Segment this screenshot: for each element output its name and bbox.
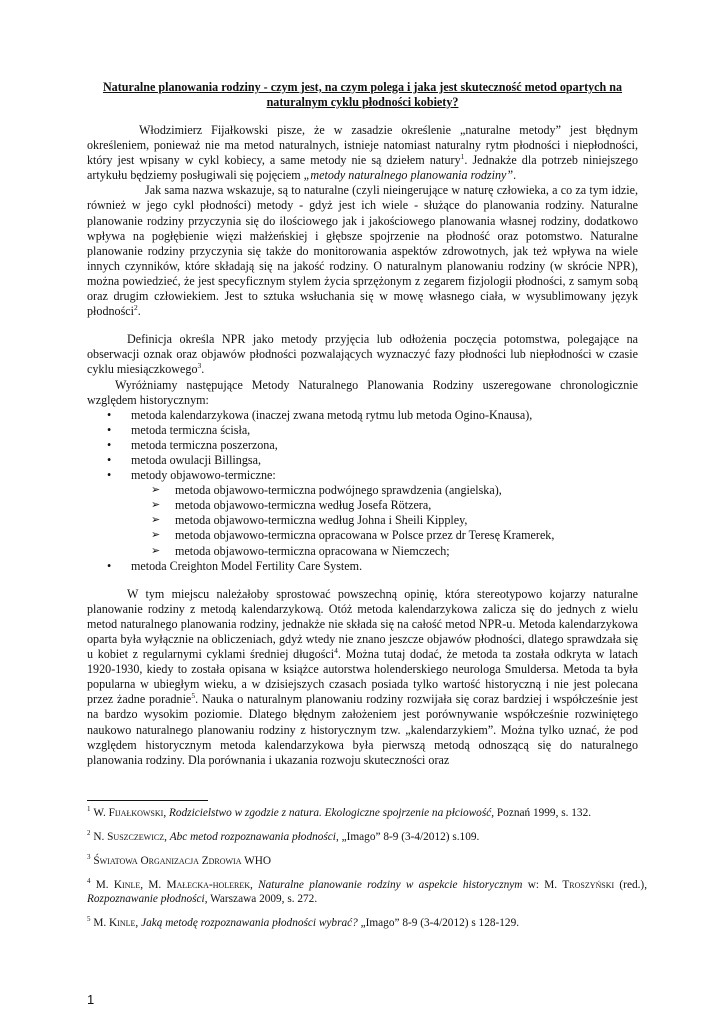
sub-list-item: ➢ metoda objawowo-termiczna według Josefa Rötzera, [151, 498, 432, 513]
footnote-ref-5[interactable]: 5 [191, 691, 196, 701]
sub-list-item: ➢ metoda objawowo-termiczna opracowana w Polsce przez dr Teresę Kramerek, [151, 528, 555, 543]
paragraph-3: Definicja określa NPR jako metody przyjęcia lub odłożenia poczęcia potomstwa, polegające na obserwacji oznak oraz objawów płodności pozwalających wyznaczyć fazy płodności lub niepłodności w czasie cyklu miesiączkowego$^3$. [87, 332, 638, 377]
page-number: 1 [87, 992, 95, 1007]
footnote-3: $^3$ Światowa Organizacja Zdrowia WHO [87, 853, 272, 867]
footnote-2: $^2$ N. Suszczewicz, Abc metod rozpoznawania płodności, „Imago” 8-9 (3-4/2012) s.109. [87, 829, 480, 843]
sub-list-item: ➢ metoda objawowo-termiczna opracowana w Niemczech; [151, 543, 450, 558]
arrow-icon: ➢ [151, 529, 161, 542]
footnote-4: $^4$ M. Kinle, M. Małecka-holerek, Naturalne planowanie rodziny w aspekcie historycznym w: M. Troszyński (red.), Rozpoznawanie płodności, Warszawa 2009, s. 272. [87, 877, 648, 905]
bullet-icon: • [107, 407, 112, 422]
footnote-5: $^5$ M. Kinle, Jaką metodę rozpoznawania płodności wybrać? „Imago” 8-9 (3-4/2012) s 128-129. [87, 915, 520, 929]
bullet-icon: • [107, 558, 112, 573]
document-body [87, 80, 638, 768]
paragraph-5: W tym miejscu należałoby sprostować powszechną opinię, która stereotypowo kojarzy naturalne planowanie rodziny z metodą kalendarzykową. Otóż metoda kalendarzykowa zalicza się do jednych z wielu metod naturalnego planowania rodziny, jednakże nie składa się na całość metod NPR-u. Metoda kalendarzykowa oparta była wyłącznie na obliczeniach, gdyż wtedy nie znano jeszcze objawów płodności, dlatego sprawdzała się u kobiet z regularnymi cyklami średniej długości$^4$. Można tutaj dodać, że metoda ta została odkryta w latach 1920-1930, kiedy to została opisana w książce autorstwa holenderskiego neurologa Smuldersa. Metoda ta była popularna w ubiegłym wieku, a w dzisiejszych czasach posiada tylko wartość historyczną i nie jest polecana przez żadne poradnie$^5$. Nauka o naturalnym planowaniu rodziny rozwijała się coraz bardziej i współcześnie jest na bardzo wysokim poziomie. Dlatego błędnym założeniem jest porównywanie współcześnie rozwiniętego naukowo naturalnego planowaniu rodziny z historycznym tzw. „kalendarzykiem”. Można tylko uznać, że pod względem historycznym metoda kalendarzykowa była pierwszą metodą odnoszącą się do naturalnego planowania rodziny. Dla porównania i ukazania rozwoju skuteczności oraz [87, 586, 639, 767]
bullet-icon: • [107, 437, 112, 452]
bullet-icon: • [107, 468, 112, 483]
footnote-1: $^1$ W. Fijałkowski, Rodzicielstwo w zgodzie z natura. Ekologiczne spojrzenie na płciowość, Poznań 1999, s. 132. [87, 805, 592, 819]
bullet-icon: • [107, 422, 112, 437]
arrow-icon: ➢ [151, 499, 161, 512]
sub-list-item: ➢ metoda objawowo-termiczna podwójnego sprawdzenia (angielska), [151, 483, 502, 498]
list-item: • metoda termiczna ścisła, [107, 422, 251, 437]
arrow-icon: ➢ [151, 484, 161, 497]
page-title: Naturalne planowania rodziny - czym jest, na czym polega i jaka jest skuteczność metod opartych na naturalnym cyklu płodności kobiety? [102, 80, 623, 109]
list-item: • metody objawowo-termiczne: [107, 468, 276, 483]
list-item: • metoda owulacji Billingsa, [107, 452, 261, 467]
paragraph-2: Jak sama nazwa wskazuje, są to naturalne (czyli nieingerujące w naturę człowieka, a co za tym idzie, również w jego cykl płodności) metody - gdyż jest ich wiele - służące do planowania rodziny. Naturalne planowanie rodziny przyczynia się do ilościowego jak i jakościowego planowania własnej rodziny, dodatkowo wpływa na pogłębienie więzi małżeńskiej i głębsze spojrzenie na płodność oraz potomstwo. Naturalne planowanie rodziny przyczynia się także do monitorowania aspektów zdrowotnych, jak też wpływa na wiele innych czynników, które składają się na jakość rodziny. O naturalnym planowaniu rodziny (w skrócie NPR), można powiedzieć, że jest specyficznym stylem życia sprzężonym z zegarem fizjologii płodności, z samym sobą oraz drugim człowiekiem. Jest to sztuka wsłuchania się w mowę własnego ciała, w wysublimowany język płodności$^2$. [87, 183, 638, 319]
arrow-icon: ➢ [151, 514, 161, 527]
footnote-ref-3[interactable]: 3 [197, 361, 202, 371]
paragraph-4: Wyróżniamy następujące Metody Naturalnego Planowania Rodziny uszeregowane chronologicznie względem historycznym: [87, 377, 638, 407]
sub-list-item: ➢ metoda objawowo-termiczna według Johna i Sheili Kippley, [151, 513, 468, 528]
list-item: • metoda termiczna poszerzona, [107, 437, 278, 452]
list-item: • metoda kalendarzykowa (inaczej zwana metodą rytmu lub metoda Ogino-Knausa), [107, 407, 533, 422]
bullet-icon: • [107, 452, 112, 467]
footnote-ref-2[interactable]: 2 [134, 303, 138, 313]
footnote-ref-4[interactable]: 4 [334, 646, 338, 656]
footnote-divider [87, 800, 208, 801]
paragraph-1: Włodzimierz Fijałkowski pisze, że w zasadzie określenie „naturalne metody” jest błędnym określeniem, ponieważ nie ma metod naturalnych, istnieje natomiast naturalny rytm płodności i niepłodności, który jest wpisany w cykl kobiecy, a same metody nie są dziełem natury$^1$. Jednakże dla potrzeb niniejszego artykułu będziemy posługiwali się pojęciem „metody naturalnego planowania rodziny”. [87, 123, 638, 183]
footnotes [87, 806, 647, 940]
footnote-ref-1[interactable]: 1 [460, 152, 465, 162]
arrow-icon: ➢ [151, 544, 161, 557]
list-item: • metoda Creighton Model Fertility Care System. [107, 558, 363, 573]
method-list [87, 408, 638, 574]
